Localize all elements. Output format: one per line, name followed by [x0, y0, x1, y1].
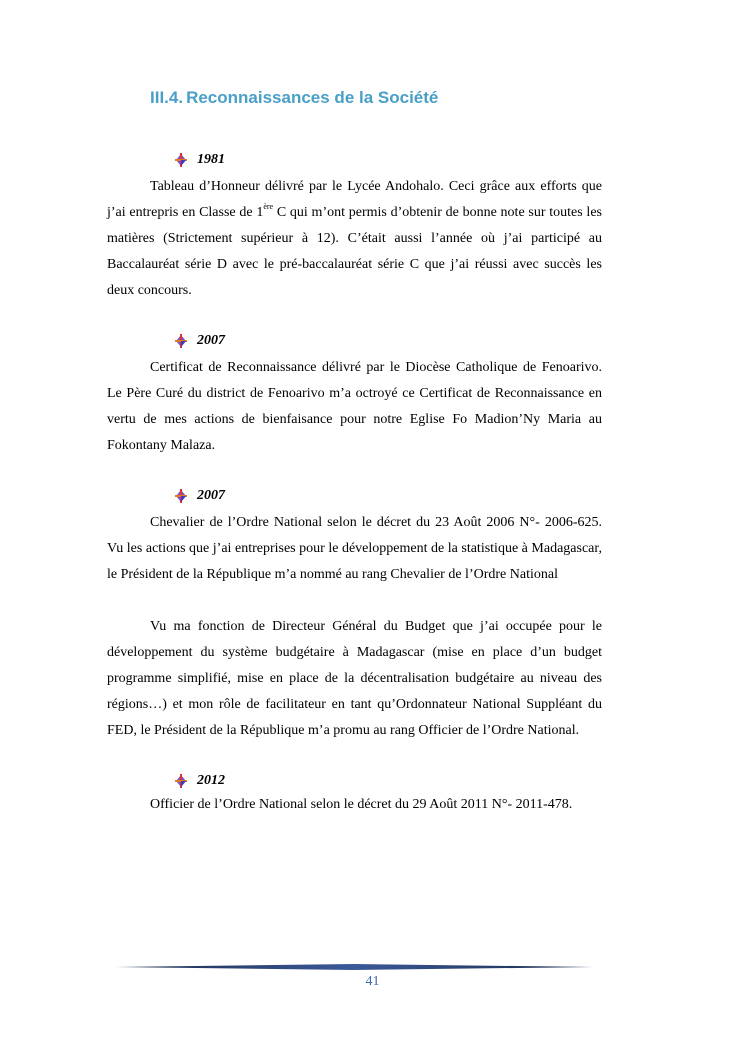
section-number: III.4.: [150, 88, 184, 107]
section-title: Reconnaissances de la Société: [186, 88, 439, 107]
entry-year: 1981: [197, 152, 225, 167]
entry-text: Vu ma fonction de Directeur Général du Budget que j’ai occupée pour le développement du système budgétaire à Madagascar (mise en place d’un budget programme simplifié, mise en place de la décentralisation budgétaire au niveau des régions…) et mon rôle de facilitateur en tant qu’Ordonnateur National Suppléant du FED, le Président de la République m’a promu au rang Officier de l’Ordre National.: [107, 619, 602, 738]
entry-paragraph: [107, 355, 602, 459]
entry-text: Certificat de Reconnaissance délivré par le Diocèse Catholique de Fenoarivo. Le Père Curé du district de Fenoarivo m’a octroyé ce Certificat de Reconnaissance en vertu de mes actions de bienfaisance pour notre Eglise Fo Madion’Ny Maria au Fokontany Malaza.: [107, 360, 602, 453]
entry-year: 2007: [197, 488, 225, 503]
footer-divider: [115, 962, 593, 972]
diamond-bullet-icon: [174, 153, 188, 167]
entry-year: 2007: [197, 333, 225, 348]
diamond-bullet-icon: [174, 774, 188, 788]
entry-year-heading: [174, 333, 225, 349]
entry-text: Chevalier de l’Ordre National selon le décret du 23 Août 2006 N°- 2006-625. Vu les actions que j’ai entreprises pour le développement de la statistique à Madagascar, le Président de la République m’a nommé au rang Chevalier de l’Ordre National: [107, 515, 602, 582]
section-heading: [150, 88, 438, 108]
page-number: 41: [365, 974, 380, 989]
entry-text: Officier de l’Ordre National selon le décret du 29 Août 2011 N°- 2011-478.: [150, 797, 573, 812]
entry-year-heading: [174, 773, 225, 789]
entry-year-heading: [174, 152, 225, 168]
entry-year: 2012: [197, 773, 225, 788]
diamond-bullet-icon: [174, 489, 188, 503]
entry-paragraph: [107, 174, 602, 304]
diamond-bullet-icon: [174, 334, 188, 348]
entry-year-heading: [174, 488, 225, 504]
superscript: ère: [263, 202, 274, 211]
entry-text-part: C qui m’ont permis d’obtenir de bonne note sur toutes les matières (Strictement supérieur à 12). C’était aussi l’année où j’ai participé au Baccalauréat série D avec le pré-baccalauréat série C que j’ai réussi avec succès les deux concours.: [107, 205, 602, 298]
entry-paragraph: [107, 510, 602, 588]
entry-paragraph-continued: [107, 614, 602, 744]
entry-text-part: Tableau d’Honneur délivré par le Lycée Andohalo. Ceci grâce aux efforts que j’ai entrepris en Classe de 1: [107, 179, 602, 220]
